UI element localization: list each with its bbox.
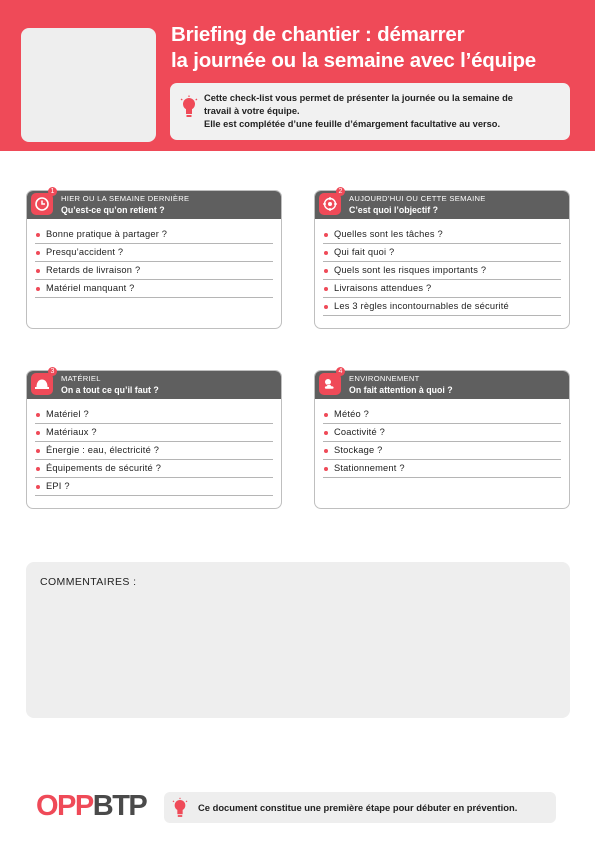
card-number: 4 [336,367,345,376]
weather-icon [319,373,341,395]
intro-line-1: Cette check-list vous permet de présenter la journée ou la semaine de [204,93,513,103]
list-item: Météo ? [323,406,561,424]
checklist [315,399,569,478]
header-banner [0,0,595,151]
list-item: Matériel ? [35,406,273,424]
card-header [27,188,281,219]
card-label: HIER OU LA SEMAINE DERNIÈRE [61,194,190,203]
intro-box [170,83,570,140]
card-material [26,370,282,509]
brand-logo [36,790,146,822]
list-item: Presqu’accident ? [35,244,273,262]
brand-btp: BTP [92,790,147,822]
list-item: Retards de livraison ? [35,262,273,280]
footer-text: Ce document constitue une première étape pour débuter en prévention. [198,802,518,813]
list-item: Équipements de sécurité ? [35,460,273,478]
logo-placeholder [21,28,156,142]
comments-area[interactable] [26,562,570,718]
card-question: Qu’est-ce qu’on retient ? [61,205,165,215]
intro-line-3: Elle est complétée d’une feuille d’émargement facultative au verso. [204,119,501,129]
card-number: 1 [48,187,57,196]
list-item: Quelles sont les tâches ? [323,226,561,244]
page-title [171,22,586,74]
card-header [27,368,281,399]
list-item: Coactivité ? [323,424,561,442]
card-number: 2 [336,187,345,196]
card-label: AUJOURD’HUI OU CETTE SEMAINE [349,194,486,203]
lightbulb-icon [172,797,188,819]
list-item: Stationnement ? [323,460,561,478]
intro-line-2: travail à votre équipe. [204,106,300,116]
footer-note [164,792,556,823]
list-item: Stockage ? [323,442,561,460]
hard-hat-icon [31,373,53,395]
card-number: 3 [48,367,57,376]
clock-icon [31,193,53,215]
card-label: MATÉRIEL [61,374,101,383]
checklist [315,219,569,316]
card-question: C’est quoi l’objectif ? [349,205,438,215]
brand-opp: OPP [36,790,93,822]
list-item: Quels sont les risques importants ? [323,262,561,280]
card-header [315,368,569,399]
intro-text [204,92,560,131]
card-label: ENVIRONNEMENT [349,374,420,383]
checklist [27,399,281,496]
lightbulb-icon [180,95,198,119]
list-item: Bonne pratique à partager ? [35,226,273,244]
list-item: Qui fait quoi ? [323,244,561,262]
comments-label: COMMENTAIRES : [40,576,137,588]
card-today [314,190,570,329]
card-yesterday [26,190,282,329]
list-item: Matériaux ? [35,424,273,442]
card-question: On fait attention à quoi ? [349,385,453,395]
card-environment [314,370,570,509]
list-item: Énergie : eau, électricité ? [35,442,273,460]
list-item: Livraisons attendues ? [323,280,561,298]
card-header [315,188,569,219]
target-icon [319,193,341,215]
list-item: EPI ? [35,478,273,496]
title-line-2: la journée ou la semaine avec l’équipe [171,49,536,72]
checklist [27,219,281,298]
title-line-1: Briefing de chantier : démarrer [171,23,465,46]
list-item: Les 3 règles incontournables de sécurité [323,298,561,316]
card-question: On a tout ce qu’il faut ? [61,385,159,395]
list-item: Matériel manquant ? [35,280,273,298]
